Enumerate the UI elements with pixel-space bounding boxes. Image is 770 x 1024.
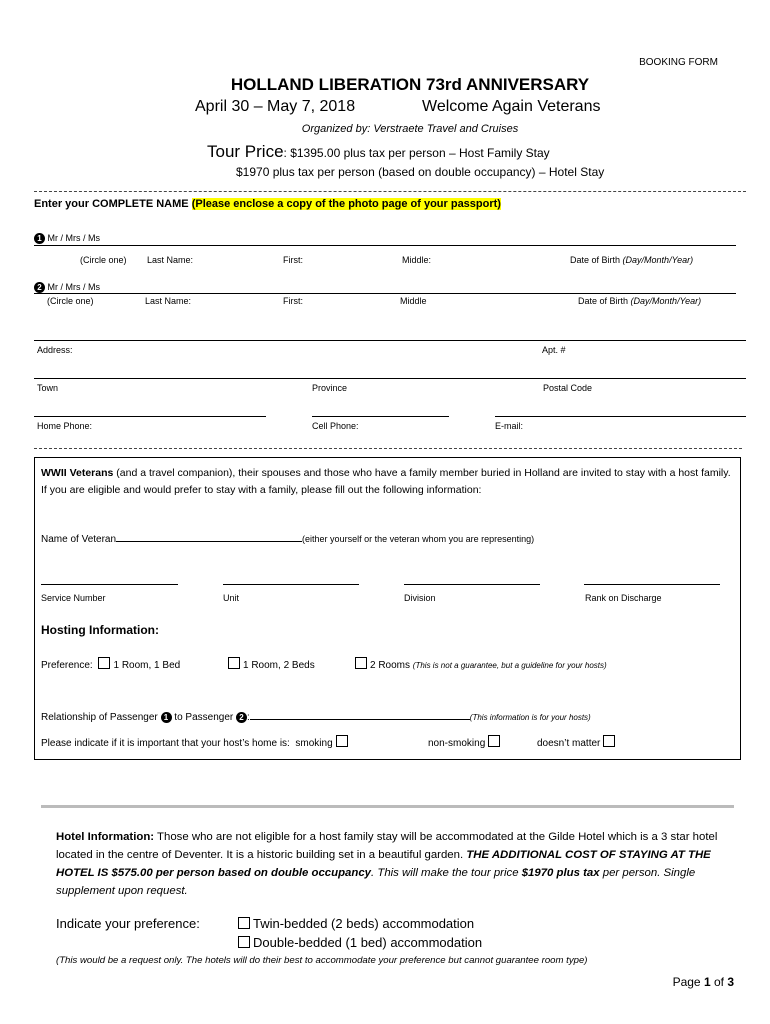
unit-label: Unit <box>223 593 240 603</box>
tour-price <box>207 142 550 162</box>
name-instructions <box>34 198 501 210</box>
service-number-field[interactable] <box>41 584 178 585</box>
checkbox-twin-bedded[interactable] <box>238 917 250 929</box>
number-2-icon: 2 <box>236 712 247 723</box>
number-1-icon: 1 <box>34 233 45 244</box>
smoking-label: smoking <box>295 738 333 749</box>
pref-3-option <box>355 657 607 671</box>
circle-one-label: (Circle one) <box>80 255 127 265</box>
dob-label <box>578 296 701 306</box>
price-line-1: : $1395.00 plus tax per person – Host Family Stay <box>283 146 550 160</box>
number-2-icon: 2 <box>34 282 45 293</box>
twin-option <box>238 916 474 931</box>
division-field[interactable] <box>404 584 540 585</box>
price-line-2: $1970 plus tax per person (based on double occupancy) – Hotel Stay <box>236 165 605 179</box>
unit-field[interactable] <box>223 584 359 585</box>
checkbox-smoking[interactable] <box>336 735 348 747</box>
non-smoking-label: non-smoking <box>428 738 486 749</box>
person-2-name-field[interactable] <box>34 293 736 294</box>
veteran-name-label: Name of Veteran <box>41 534 117 545</box>
veteran-name-field[interactable] <box>116 530 302 542</box>
pref-1-label: 1 Room, 1 Bed <box>113 660 181 671</box>
checkbox-1-room-2-beds[interactable] <box>228 657 240 669</box>
preference-row <box>41 657 180 671</box>
relationship-field[interactable] <box>250 708 470 720</box>
hosting-heading: Hosting Information: <box>41 623 159 637</box>
checkbox-2-rooms[interactable] <box>355 657 367 669</box>
veterans-intro <box>41 465 731 499</box>
hotel-additional-cost: THE ADDITIONAL COST OF STAYING AT THE HOTEL IS $575.00 per person based on double occupancy <box>56 849 711 879</box>
cell-phone-label: Cell Phone: <box>312 421 359 431</box>
apt-label: Apt. # <box>542 345 566 355</box>
section-rule <box>41 805 734 808</box>
dob-format: (Day/Month/Year) <box>630 296 702 306</box>
rank-label: Rank on Discharge <box>585 593 662 603</box>
name-intro: Enter your COMPLETE NAME <box>34 198 192 210</box>
host-home-row <box>41 735 351 749</box>
address-label: Address: <box>37 345 73 355</box>
pref-3-note: (This is not a guarantee, but a guideline for your hosts) <box>412 661 607 670</box>
booking-form-label: BOOKING FORM <box>639 57 718 68</box>
preference-label: Preference: <box>41 660 93 671</box>
checkbox-non-smoking[interactable] <box>488 735 500 747</box>
home-phone-label: Home Phone: <box>37 421 93 431</box>
passport-note: (Please enclose a copy of the photo page of your passport) <box>191 198 501 210</box>
relationship-label-b: to Passenger <box>171 712 237 723</box>
welcome-text: Welcome Again Veterans <box>422 98 601 115</box>
pref-3-label: 2 Rooms <box>370 660 411 671</box>
hotel-info <box>56 828 722 900</box>
dob-text: Date of Birth <box>570 255 621 265</box>
title-label: Mr / Mrs / Ms <box>47 233 101 243</box>
cell-phone-field[interactable] <box>312 416 449 417</box>
postal-code-label: Postal Code <box>543 383 593 393</box>
relationship-label-c: : <box>247 712 250 723</box>
division-label: Division <box>404 593 436 603</box>
double-option <box>238 935 482 950</box>
host-home-question: Please indicate if it is important that your host’s home is: <box>41 738 290 749</box>
relationship-row <box>41 708 591 723</box>
email-label: E-mail: <box>495 421 524 431</box>
rank-field[interactable] <box>584 584 720 585</box>
address-field[interactable] <box>34 340 746 341</box>
hotel-text-1: Those who are not eligible for a host family stay will be accommodated at the Gilde Hotel which is a 3 star hotel located in the centre of Deventer. It is a historic building set in a beautiful garden. <box>56 831 718 861</box>
checkbox-double-bedded[interactable] <box>238 936 250 948</box>
veteran-name-note: (either yourself or the veteran whom you are representing) <box>302 534 535 544</box>
page-label: Page <box>672 975 704 989</box>
hotel-preference-label: Indicate your preference: <box>56 916 200 931</box>
organizer: Organized by: Verstraete Travel and Cruises <box>301 123 519 135</box>
pref-2-option <box>228 657 315 671</box>
doesnt-matter-option <box>537 735 618 749</box>
page-title: HOLLAND LIBERATION 73rd ANNIVERSARY <box>230 75 590 94</box>
person-1-name-field[interactable] <box>34 245 736 246</box>
dob-label <box>570 255 693 265</box>
hotel-text-2: . This will make the tour price <box>371 867 522 879</box>
checkbox-1-room-1-bed[interactable] <box>98 657 110 669</box>
relationship-label-a: Relationship of Passenger <box>41 712 161 723</box>
person-1-title[interactable] <box>34 233 100 244</box>
veterans-intro-text: (and a travel companion), their spouses and those who have a family member buried in Holland are invited to stay with a host family. If you are eligible and would prefer to stay with a family, please fill out the following information: <box>41 467 731 496</box>
tour-dates: April 30 – May 7, 2018 <box>195 98 356 115</box>
page-current: 1 <box>703 975 711 989</box>
dob-format: (Day/Month/Year) <box>622 255 694 265</box>
page-total: 3 <box>727 975 734 989</box>
number-1-icon: 1 <box>161 712 172 723</box>
email-field[interactable] <box>495 416 746 417</box>
hotel-note: (This would be a request only. The hotels will do their best to accommodate your preference but cannot guarantee room type) <box>56 955 588 966</box>
page-number <box>673 975 734 989</box>
middle-name-label: Middle <box>400 296 427 306</box>
hotel-heading: Hotel Information: <box>56 831 155 843</box>
double-label: Double-bedded (1 bed) accommodation <box>253 935 483 950</box>
dob-text: Date of Birth <box>578 296 629 306</box>
tour-price-label: Tour Price <box>207 142 284 161</box>
non-smoking-option <box>428 735 503 749</box>
relationship-note: (This information is for your hosts) <box>469 713 591 722</box>
last-name-label: Last Name: <box>145 296 192 306</box>
first-name-label: First: <box>283 296 303 306</box>
person-2-title[interactable] <box>34 282 100 293</box>
hotel-text-3: per person. Single supplement upon request. <box>56 867 696 897</box>
circle-one-label: (Circle one) <box>47 296 94 306</box>
home-phone-field[interactable] <box>34 416 266 417</box>
pref-2-label: 1 Room, 2 Beds <box>243 660 315 671</box>
page-of: of <box>710 975 728 989</box>
doesnt-matter-label: doesn’t matter <box>537 738 601 749</box>
first-name-label: First: <box>283 255 303 265</box>
title-label: Mr / Mrs / Ms <box>47 282 101 292</box>
divider <box>34 448 742 449</box>
province-label: Province <box>312 383 348 393</box>
veteran-name-row <box>41 530 534 545</box>
town-label: Town <box>37 383 59 393</box>
twin-label: Twin-bedded (2 beds) accommodation <box>253 916 475 931</box>
veterans-heading: WWII Veterans <box>41 467 114 479</box>
checkbox-doesnt-matter[interactable] <box>603 735 615 747</box>
divider <box>34 191 746 192</box>
last-name-label: Last Name: <box>147 255 194 265</box>
town-field[interactable] <box>34 378 746 379</box>
middle-name-label: Middle: <box>402 255 432 265</box>
hotel-price: $1970 plus tax <box>521 867 600 879</box>
service-number-label: Service Number <box>41 593 106 603</box>
